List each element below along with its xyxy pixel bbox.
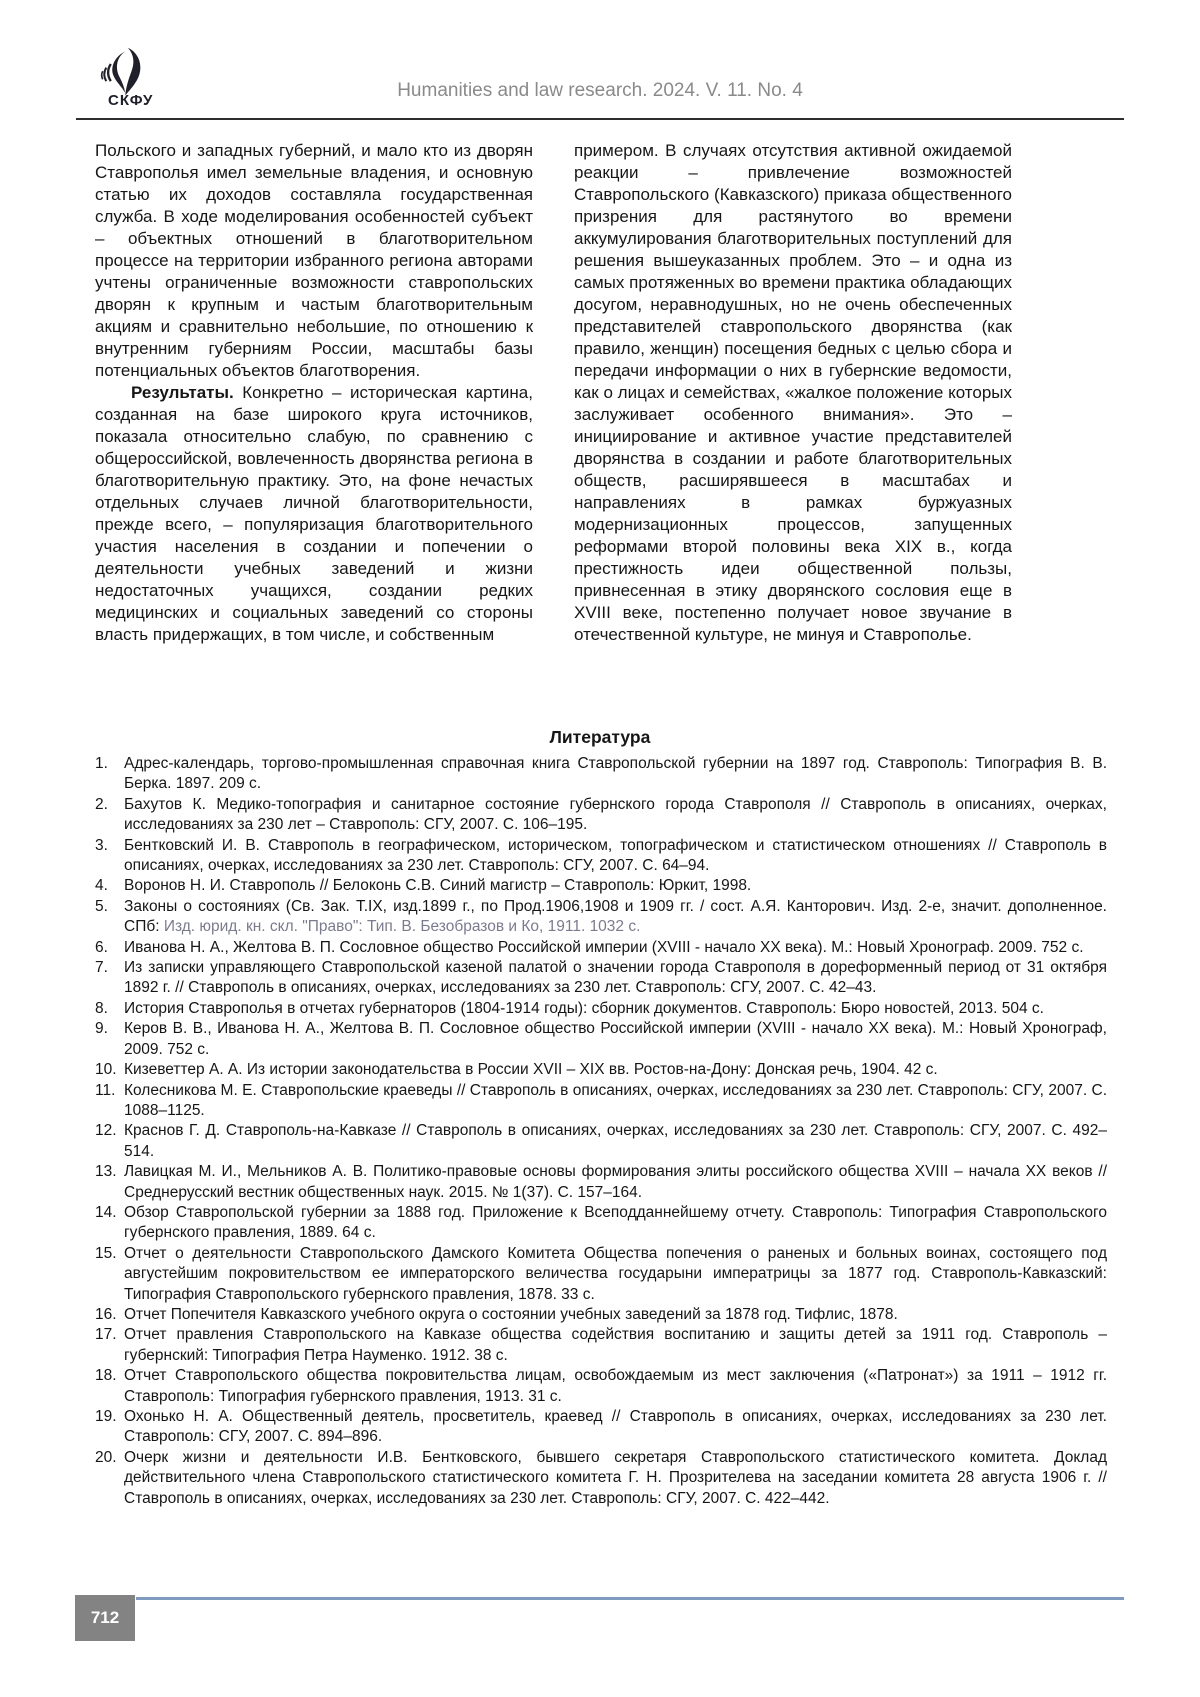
reference-text: Обзор Ставропольской губернии за 1888 год. Приложение к Всеподданнейшему отчету. Ставрополь: Типография Ставропольского губернского правления, 1889. 64 с. [124,1203,1107,1242]
reference-item [95,999,1107,1019]
reference-item [95,1325,1107,1366]
reference-item [95,1121,1107,1162]
reference-text: Очерк жизни и деятельности И.В. Бентковского, бывшего секретаря Ставропольского статистического комитета. Доклад действительного члена Ставропольского статистического комитета Г. Н. Прозрителева на заседании комитета 28 августа 1906 г. // Ставрополь в описаниях, очерках, исследованиях за 230 лет. Ставрополь: СГУ, 2007. С. 422–442. [124,1448,1107,1507]
page-number-badge: 712 [75,1595,135,1641]
reference-item [95,1019,1107,1060]
reference-item [95,1407,1107,1448]
footer [0,1595,1200,1643]
reference-item [95,1244,1107,1305]
results-label: Результаты. [131,383,234,402]
left-column [95,140,533,646]
reference-text: Отчет Попечителя Кавказского учебного округа о состоянии учебных заведений за 1878 год. Тифлис, 1878. [124,1305,898,1323]
literature-heading: Литература [549,727,651,747]
footer-divider [136,1597,1124,1600]
reference-item [95,795,1107,836]
references-section [95,754,1107,1509]
reference-text: Адрес-календарь, торгово-промышленная справочная книга Ставропольской губернии на 1897 год. Ставрополь: Типография В. В. Берка. 1897. 209 с. [124,755,1107,793]
reference-text: Законы о состояниях (Св. Зак. Т.IX, изд.1899 г., по Прод.1906,1908 и 1909 гг. / сост. А.Я. Канторович. Изд. 2-е, значит. дополненное. СПб: [124,897,1107,936]
reference-text: Бентковский И. В. Ставрополь в географическом, историческом, топографическом и статистическом отношениях // Ставрополь в описаниях, очерках, исследованиях за 230 лет. Ставрополь: СГУ, 2007. С. 64–94. [124,836,1107,875]
references-list [95,754,1107,1509]
body-columns [95,140,1012,646]
reference-item [95,754,1107,795]
reference-text: Лавицкая М. И., Мельников А. В. Политико-правовые основы формирования элиты российского общества XVIII – начала XX веков // Среднерусский вестник общественных наук. 2015. № 1(37). С. 157–164. [124,1163,1107,1201]
right-column [574,140,1012,646]
reference-text: Охонько Н. А. Общественный деятель, просветитель, краевед // Ставрополь в описаниях, очерках, исследованиях за 230 лет. Ставрополь: СГУ, 2007. С. 894–896. [124,1408,1107,1446]
reference-text: Воронов Н. И. Ставрополь // Белоконь С.В. Синий магистр – Ставрополь: Юркит, 1998. [124,877,752,895]
reference-item [95,897,1107,938]
reference-text: Краснов Г. Д. Ставрополь-на-Кавказе // Ставрополь в описаниях, очерках, исследованиях за 230 лет. Ставрополь: СГУ, 2007. С. 492–514. [124,1122,1107,1160]
reference-item [95,938,1107,958]
reference-item [95,1162,1107,1203]
reference-item [95,958,1107,999]
reference-text: Колесникова М. Е. Ставропольские краеведы // Ставрополь в описаниях, очерках, исследованиях за 230 лет. Ставрополь: СГУ, 2007. С. 1088–1125. [124,1081,1107,1119]
logo-text: СКФУ [108,92,154,109]
reference-item [95,836,1107,877]
reference-text: Отчет о деятельности Ставропольского Дамского Комитета Общества попечения о раненых и больных воинах, состоящего под августейшим покровительством ее императорского величества государыни императрицы за 1877 год. Ставрополь-Кавказский: Типография Ставропольского губернского правления, 1878. 33 с. [124,1244,1107,1303]
journal-title: Humanities and law research. 2024. V. 11. No. 4 [397,80,803,101]
reference-text: Иванова Н. А., Желтова В. П. Сословное общество Российской империи (XVIII - начало XX века). М.: Новый Хронограф. 2009. 752 с. [124,938,1084,956]
reference-text: Из записки управляющего Ставропольской казеной палатой о значении города Ставрополя в дореформенный период от 31 октября 1892 г. // Ставрополь в описаниях, очерках, исследованиях за 230 лет. Ставрополь: СГУ, 2007. С. 42–43. [124,959,1107,997]
reference-text: Отчет правления Ставропольского на Кавказе общества содействия воспитанию и защиты детей за 1911 год. Ставрополь – губернский: Типография Петра Науменко. 1912. 38 с. [124,1326,1107,1364]
results-text: Конкретно – историческая картина, созданная на базе широкого круга источников, показала относительно слабую, по сравнению с общероссийской, вовлеченность дворянства региона в благотворительную практику. Это, на фоне нечастых отдельных случаев личной благотворительности, прежде всего, – популяризация благотворительного участия населения в создании и попечении о деятельности учебных заведений и жизни недостаточных учащихся, создании редких медицинских и социальных заведений со стороны власть придержащих, в том числе, и собственным [95,383,533,644]
reference-item [95,1448,1107,1509]
reference-item [95,876,1107,896]
header-divider [76,118,1124,120]
reference-text: История Ставрополья в отчетах губернаторов (1804-1914 годы): сборник документов. Ставрополь: Бюро новостей, 2013. 504 с. [124,999,1044,1017]
paragraph-continuation: Польского и западных губерний, и мало кто из дворян Ставрополья имел земельные владения, и основную статью их доходов составляла государственная служба. В ходе моделирования особенностей субъект – объектных отношений в благотворительном процессе на территории избранного региона авторами учтены ограниченные возможности ставропольских дворян к крупным и частым благотворительным акциям и сравнительно небольшие, по отношению к внутренним губерниям России, масштабы базы потенциальных объектов благотворения. [95,141,533,380]
reference-text: Бахутов К. Медико-топография и санитарное состояние губернского города Ставрополя // Ставрополь в описаниях, очерках, исследованиях за 230 лет – Ставрополь: СГУ, 2007. С. 106–195. [124,795,1107,834]
reference-item [95,1203,1107,1244]
reference-item [95,1305,1107,1325]
reference-item [95,1081,1107,1122]
reference-text-gray: Изд. юрид. кн. скл. "Право": Тип. В. Безобразов и Ко, 1911. 1032 с. [163,918,641,936]
paragraph-continuation: примером. В случаях отсутствия активной ожидаемой реакции – привлечение возможностей Ставропольского (Кавказского) приказа общественного призрения для растянутого во времени аккумулирования благотворительных поступлений для решения вышеуказанных проблем. Это – и одна из самых протяженных во времени практика обладающих досугом, неравнодушных, но не очень обеспеченных представителей ставропольского дворянства (как правило, женщин) посещения бедных с целью сбора и передачи информации о них в губернские ведомости, как о лицах и семействах, «жалкое положение которых заслуживает особенного внимания». Это – инициирование и активное участие представителей дворянства в создании и работе благотворительных обществ, расширявшееся в масштабах и направлениях в рамках буржуазных модернизационных процессов, запущенных реформами второй половины века XIX в., когда престижность идеи общественной пользы, привнесенная в этику дворянского сословия еще в XVIII веке, постепенно получает новое звучание в отечественной культуре, не минуя и Ставрополье. [574,141,1012,644]
reference-item [95,1366,1107,1407]
reference-text: Кизеветтер А. А. Из истории законодательства в России XVII – XIX вв. Ростов-на-Дону: Донская речь, 1904. 42 с. [124,1061,938,1079]
reference-text: Керов В. В., Иванова Н. А., Желтова В. П. Сословное общество Российской империи (XVIII - начало XX века). М.: Новый Хронограф, 2009. 752 с. [124,1020,1107,1058]
reference-item [95,1060,1107,1080]
results-paragraph [95,382,533,646]
reference-text: Отчет Ставропольского общества покровительства лицам, освобождаемым из мест заключения («Патронат») за 1911 – 1912 гг. Ставрополь: Типография губернского правления, 1913. 31 с. [124,1367,1107,1405]
